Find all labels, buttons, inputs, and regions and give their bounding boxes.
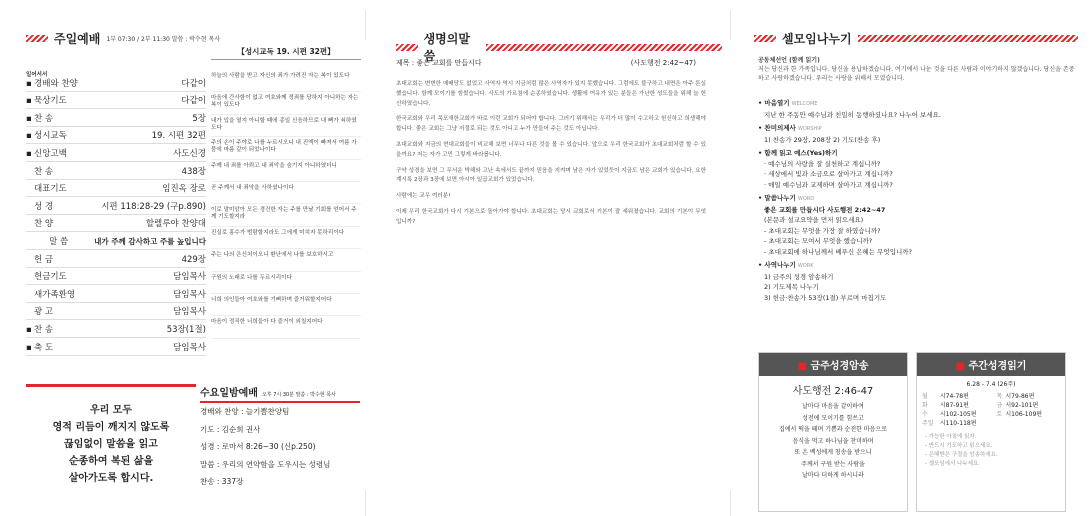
paragraph: 이제 우리 한국교회가 다시 기본으로 돌아가야 합니다. 초대교회는 당시 교회로서 기본이 잘 세워졌습니다. 교회의 기본이 무엇입니까? (396, 208, 706, 225)
worship-column (0, 0, 362, 516)
sunday-worship-title: 주일예배 (54, 32, 101, 46)
list-item: 찬송 : 337장 (200, 477, 244, 486)
list-item: 너희 의인들아 여호와를 기뻐하며 즐거워할지어다 (211, 294, 361, 316)
worship-order-list (26, 74, 206, 356)
list-item: 구원의 노래로 나를 두르시리이다 (211, 272, 361, 294)
memory-verse-box (758, 352, 908, 512)
sermon-section-title: 생명의말씀 (423, 32, 470, 63)
memory-verse-text: 날마다 마음을 같이하여 성전에 모이기를 힘쓰고 집에서 떡을 떼며 기쁨과 순전한 마음으로 음식을 먹고 하나님을 찬미하며 또 온 백성에게 칭송을 받으니 주께서 구원 받는 사람을 날마다 더하게 하시니라 (778, 403, 888, 479)
psalm-reading-notes (211, 70, 361, 339)
red-stripe (396, 44, 418, 51)
motto-text: 우리 모두 영적 리듬이 깨지지 않도록 끊임없이 말씀을 읽고 순종하여 복된 삶을 살아가도록 합시다. (52, 405, 170, 484)
list-item: 하늘의 사람을 받고 자신의 죄가 가려진 자는 복이 있도다 (211, 70, 361, 92)
section-worship: • 찬미의제사 WORSHIP 1) 찬송가 29장, 208장 2) 기도(찬송 후) (758, 124, 881, 144)
list-item: 말씀 : 우리의 연약함을 도우시는 성령님 (200, 459, 331, 469)
red-stripe (754, 35, 776, 42)
community-declaration (758, 56, 1078, 83)
section-work: • 사역나누기 WORK 1) 금주의 성경 암송하기 2) 기도제목 나누기 3) 헌금·찬송가 53장(1절) 부르며 마칩기도 (758, 261, 887, 302)
sermon-body (396, 80, 706, 510)
table-row: 월 시74-78편 목 시79-86편 (922, 393, 1035, 400)
fold-line-1 (365, 10, 366, 40)
standing-note: 일어서서 (26, 72, 48, 78)
cell-group-column (740, 0, 1091, 516)
motto-box (26, 384, 196, 504)
list-item: 말 씀 내가 주께 감사하고 주를 높입니다 (26, 232, 206, 250)
sermon-reference: (사도행전 2:42~47) (630, 59, 696, 67)
table-row: 주일 시110-118편 (922, 420, 977, 427)
table-row: 화 시87-91편 금 시92-101편 (922, 402, 1039, 409)
memory-verse-title: ■ 금주성경암송 (759, 353, 907, 376)
weekly-reading-title: ■ 주간성경읽기 (917, 353, 1065, 376)
paragraph: 초대교회와 지금의 현대교회들이 비교해 보면 너무나 다른 것을 볼 수 있습니다. 앞으로 우리 한국교회가 초대교회처럼 할 수 있을까요? 저는 자가 고민 그렇게 바라봅니다. (396, 141, 706, 158)
list-item: 진실로 홍수가 범람할지라도 그에게 미치지 못하리이다 (211, 227, 361, 249)
reading-tips: - 가능한 아침에 읽자. - 반드시 기도하고 읽으세요. - 은혜받은 구절을 암송하세요. - 셀모임에서 나누세요. (925, 434, 998, 467)
list-item: ▪ 경배와 찬양 다같이 (26, 74, 206, 92)
sermon-title: 제목 : 좋은 교회를 만듭시다 (396, 59, 482, 67)
sermon-column (370, 0, 722, 516)
wednesday-subtitle: 오후 7시 30분 말씀 : 박수현 목사 (261, 392, 336, 398)
list-item: ▪ 찬 송 53장(1절) (26, 320, 206, 338)
list-item: 성 경 시편 118:28-29 (구p.890) (26, 197, 206, 215)
list-item: 새가족환영 담임목사 (26, 285, 206, 303)
list-item: 마음이 정직한 너희들아 다 즐거이 외칠지어다 (211, 316, 361, 338)
list-item: ▪ 성시교독 19. 시편 32편 (26, 127, 206, 145)
list-item: 대표기도 임진옥 장로 (26, 180, 206, 198)
fold-line-2 (730, 10, 731, 40)
wednesday-service (200, 384, 360, 491)
sermon-title-row (396, 58, 696, 68)
list-item: ▪ 축 도 담임목사 (26, 338, 206, 356)
list-item: 내가 입을 열지 아니할 때에 종일 신음하므로 내 뼈가 쇠하였도다 (211, 115, 361, 137)
paragraph: 사람에는 교우 여러분! (396, 193, 451, 200)
list-item: 찬 송 438장 (26, 162, 206, 180)
list-item: 주의 손이 주야로 나를 누르시오니 내 진액이 빠져서 여름 가뭄에 마름 같이 되었나이다 (211, 137, 361, 159)
section-word: • 말씀나누기 WORD 좋은 교회를 만듭시다 사도행전 2:42~47 (본문과 설교요약을 먼저 읽으세요) - 초대교회는 무엇을 가장 잘 하였습니까? - 초대교회는 모여서 무엇을 했습니까? - 초대교회에 하나님께서 베푸신 은혜는 무엇입니까? (758, 194, 912, 256)
list-item: 이로 말미암아 모든 경건한 자는 주를 만날 기회를 얻어서 주께 기도할지라 (211, 204, 361, 226)
list-item: 곧 주께서 내 죄악을 사하셨나이다 (211, 182, 361, 204)
list-item: 주는 나의 은신처이오니 환난에서 나를 보호하시고 (211, 249, 361, 271)
list-item: ▪ 신앙고백 사도신경 (26, 144, 206, 162)
paragraph: 구약 성경을 보면 그 무서운 박해와 고난 속에서도 끝까지 믿음을 지켜며 남은 자가 있었듯이 지금도 남은 교회가 있습니다. 요한계시록 2장과 3장에 보면 아시아 일곱교회가 있었습니다. (396, 167, 706, 184)
list-item: 주께 내 죄를 아뢰고 내 죄악을 숨기지 아니하였더니 (211, 160, 361, 182)
sunday-worship-header (26, 30, 220, 47)
paragraph: 한국교회와 우리 목포새한교회가 바로 이런 교회가 되어야 합니다. 그러기 위해서는 우리가 더 많이 수고하고 헌신하고 희생해야 합니다. 좋은 교회는 그냥 저절로 되는 것도 아니고 누가 만들어 주는 것도 아닙니다. (396, 116, 706, 133)
list-item: 경배와 찬양 : 늘기쁨찬양팀 (200, 407, 290, 416)
wednesday-title: 수요일밤예배 (200, 388, 258, 399)
table-row: 수 시102-105편 토 시106-109편 (922, 411, 1043, 418)
wednesday-order (200, 403, 360, 491)
list-item: 헌금기도 담임목사 (26, 268, 206, 286)
reading-box-title: 【성시교독 19. 시편 32편】 (211, 46, 361, 60)
memory-verse-ref: 사도행전 2:46-47 (792, 386, 874, 397)
cell-group-sections (758, 98, 1078, 303)
list-item: 성경 : 로마서 8:26~30 (신p.250) (200, 442, 316, 451)
section-read-together: • 함께 읽고 예스(Yes)하기 · 예수님의 사랑을 잘 실천하고 계십니까? · 세상에서 빛과 소금으로 살아가고 계십니까? · 매일 예수님과 교제하며 살아가고 계십니까? (758, 149, 893, 189)
red-stripe (486, 44, 722, 51)
list-item: 헌 금 429장 (26, 250, 206, 268)
list-item: ▪ 묵상기도 다같이 (26, 92, 206, 110)
list-item: 마음에 간사함이 없고 여호와께 정죄를 당하지 아니하는 자는 복이 있도다 (211, 92, 361, 114)
weekly-reading-dates: 6.28 - 7.4 (26주) (966, 381, 1016, 388)
fold-line-2b (730, 490, 731, 516)
red-stripe (858, 35, 1078, 42)
declaration-title: 공동체선언 (함께 읽기) (758, 57, 820, 64)
weekly-reading-box (916, 352, 1066, 512)
section-welcome: • 마음열기 WELCOME 지난 한 주동안 예수님과 친밀히 동행하셨나요? 나누어 보세요. (758, 99, 941, 119)
list-item: ▪ 찬 송 5장 (26, 109, 206, 127)
red-stripe (26, 35, 48, 42)
list-item: 기도 : 김순희 권사 (200, 424, 261, 434)
list-item: 광 고 담임목사 (26, 303, 206, 321)
declaration-text: 저는 당신과 한 가족입니다. 당신을 용납하겠습니다. 여기에서 나눈 것을 다른 사람과 이야기하지 않겠습니다. 당신을 존중하고 사랑하겠습니다. 우리는 사랑을 위해서 모였습니다. (758, 66, 1075, 82)
worship-time-info: 1부 07:30 / 2부 11:30 말씀 : 박수현 목사 (106, 36, 221, 43)
motto-top-bar (26, 384, 196, 387)
list-item: 찬 양 할렐루야 찬양대 (26, 215, 206, 233)
cell-group-title: 셀모임나누기 (782, 32, 852, 46)
paragraph: 초대교회는 변변한 예배당도 없었고 사역자 역시 지금처럼 많은 사역자가 있지 못했습니다. 그럼에도 불구하고 내면은 아주 튼실했습니다. 함께 모이기를 힘썼습니다. 사도의 가르침에 순종하였습니다. 생활에 여유가 있는 분들은 가난한 성도들을 위해 늘 헌신하였습니다. (396, 81, 706, 107)
weekly-reading-table (922, 391, 1062, 427)
cell-group-header (754, 30, 1078, 47)
wednesday-header (200, 384, 360, 403)
fold-line-1b (365, 490, 366, 516)
